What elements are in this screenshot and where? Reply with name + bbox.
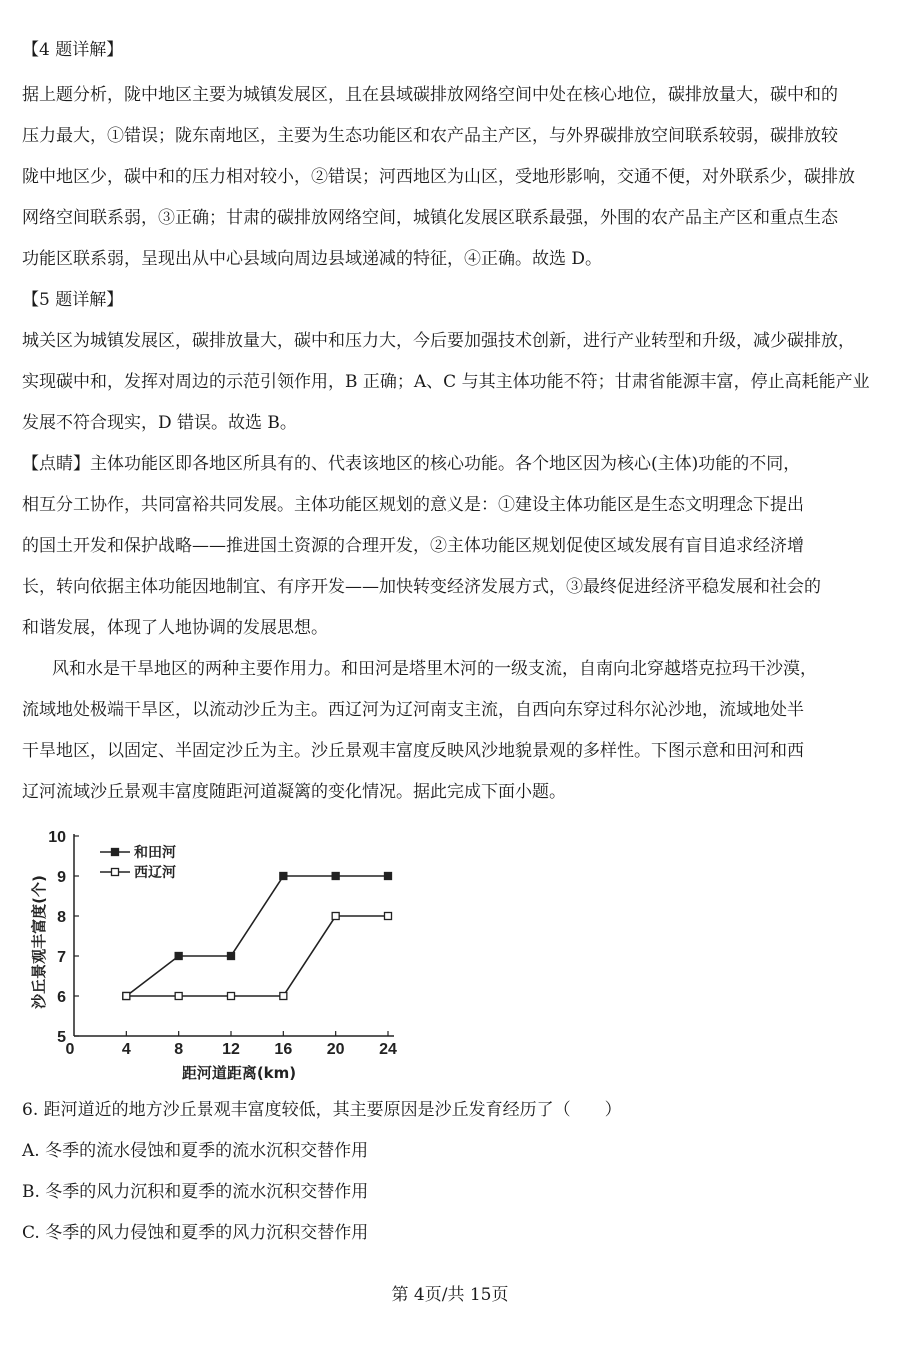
section5-line-2: 实现碳中和，发挥对周边的示范引领作用，B 正确；A、C 与其主体功能不符；甘肃省能源丰富，停止高耗能产业 [22, 372, 870, 392]
section4-line-3: 陇中地区少，碳中和的压力相对较小，②错误；河西地区为山区，受地形影响，交通不便，对外联系少，碳排放 [22, 167, 855, 187]
section4-line-5: 功能区联系弱，呈现出从中心县域向周边县域递减的特征，④正确。故选 D。 [22, 249, 603, 269]
section5-heading: 【5 题详解】 [22, 290, 124, 310]
y-axis-title: 沙丘景观丰富度(个) [30, 875, 48, 1009]
legend-marker-2 [112, 869, 119, 876]
legend-label-1: 和田河 [134, 845, 176, 861]
series-2-point [175, 993, 182, 1000]
passage-line-2: 流域地处极端干旱区，以流动沙丘为主。西辽河为辽河南支主流，自西向东穿过科尔沁沙地，流域地处半 [22, 700, 804, 720]
series-2-point [228, 993, 235, 1000]
note-line-1: 【点睛】主体功能区即各地区所具有的、代表该地区的核心功能。各个地区因为核心(主体)功能的不同， [22, 454, 801, 474]
series-2-point [280, 993, 287, 1000]
note-line-2: 相互分工协作，共同富裕共同发展。主体功能区规划的意义是：①建设主体功能区是生态文明理念下提出 [22, 495, 804, 515]
y-tick-label: 5 [57, 1029, 66, 1046]
y-tick-label: 7 [57, 949, 66, 966]
y-tick-label: 6 [57, 989, 66, 1006]
passage-line-4: 辽河流域沙丘景观丰富度随距河道凝篱的变化情况。据此完成下面小题。 [22, 782, 566, 802]
series-1-point [175, 953, 182, 960]
section4-line-1: 据上题分析，陇中地区主要为城镇发展区，且在县域碳排放网络空间中处在核心地位，碳排放量大，碳中和的 [22, 85, 838, 105]
x-tick-label: 0 [65, 1041, 75, 1058]
chart-svg [22, 818, 422, 1088]
x-tick-label: 24 [379, 1041, 397, 1058]
question6-option-a: A. 冬季的流水侵蚀和夏季的流水沉积交替作用 [22, 1141, 369, 1161]
legend-label-2: 西辽河 [134, 865, 176, 881]
note-line-3: 的国土开发和保护战略——推进国土资源的合理开发，②主体功能区规划促使区域发展有盲目追求经济增 [22, 536, 804, 556]
note-line-5: 和谐发展，体现了人地协调的发展思想。 [22, 618, 328, 638]
x-tick-label: 4 [121, 1041, 131, 1058]
section4-line-2: 压力最大，①错误；陇东南地区，主要为生态功能区和农产品主产区，与外界碳排放空间联系较弱，碳排放较 [22, 126, 838, 146]
series-1-point [280, 873, 287, 880]
x-tick-label: 16 [274, 1041, 293, 1058]
series-1-point [332, 873, 339, 880]
x-axis-title: 距河道距离(km) [181, 1064, 297, 1082]
question6-option-c: C. 冬季的风力侵蚀和夏季的风力沉积交替作用 [22, 1223, 369, 1243]
page-footer: 第 4页/共 15页 [391, 1285, 509, 1305]
section5-line-1: 城关区为城镇发展区，碳排放量大，碳中和压力大，今后要加强技术创新，进行产业转型和升级，减少碳排放， [22, 331, 855, 351]
legend-marker-1 [112, 849, 119, 856]
series-line-1 [126, 876, 388, 996]
question6-stem: 6. 距河道近的地方沙丘景观丰富度较低，其主要原因是沙丘发育经历了（ ） [22, 1100, 622, 1120]
passage-line-3: 干旱地区，以固定、半固定沙丘为主。沙丘景观丰富度反映风沙地貌景观的多样性。下图示意和田河和西 [22, 741, 804, 761]
series-2-point [385, 913, 392, 920]
y-tick-label: 10 [48, 829, 66, 846]
passage-line-1: 风和水是干旱地区的两种主要作用力。和田河是塔里木河的一级支流，自南向北穿越塔克拉玛干沙漠， [52, 659, 817, 679]
x-tick-label: 12 [222, 1041, 240, 1058]
section5-line-3: 发展不符合现实，D 错误。故选 B。 [22, 413, 297, 433]
series-1-point [385, 873, 392, 880]
question6-option-b: B. 冬季的风力沉积和夏季的流水沉积交替作用 [22, 1182, 369, 1202]
dune-richness-chart [22, 818, 422, 1088]
y-tick-label: 8 [57, 909, 66, 926]
section4-heading: 【4 题详解】 [22, 40, 124, 60]
series-1-point [228, 953, 235, 960]
note-line-4: 长，转向依据主体功能因地制宜、有序开发——加快转变经济发展方式，③最终促进经济平稳发展和社会的 [22, 577, 821, 597]
x-tick-label: 20 [326, 1041, 345, 1058]
series-2-point [332, 913, 339, 920]
series-2-point [123, 993, 130, 1000]
section4-line-4: 网络空间联系弱，③正确；甘肃的碳排放网络空间，城镇化发展区联系最强，外围的农产品主产区和重点生态 [22, 208, 838, 228]
x-tick-label: 8 [174, 1041, 184, 1058]
y-tick-label: 9 [57, 869, 66, 886]
series-line-2 [126, 916, 388, 996]
